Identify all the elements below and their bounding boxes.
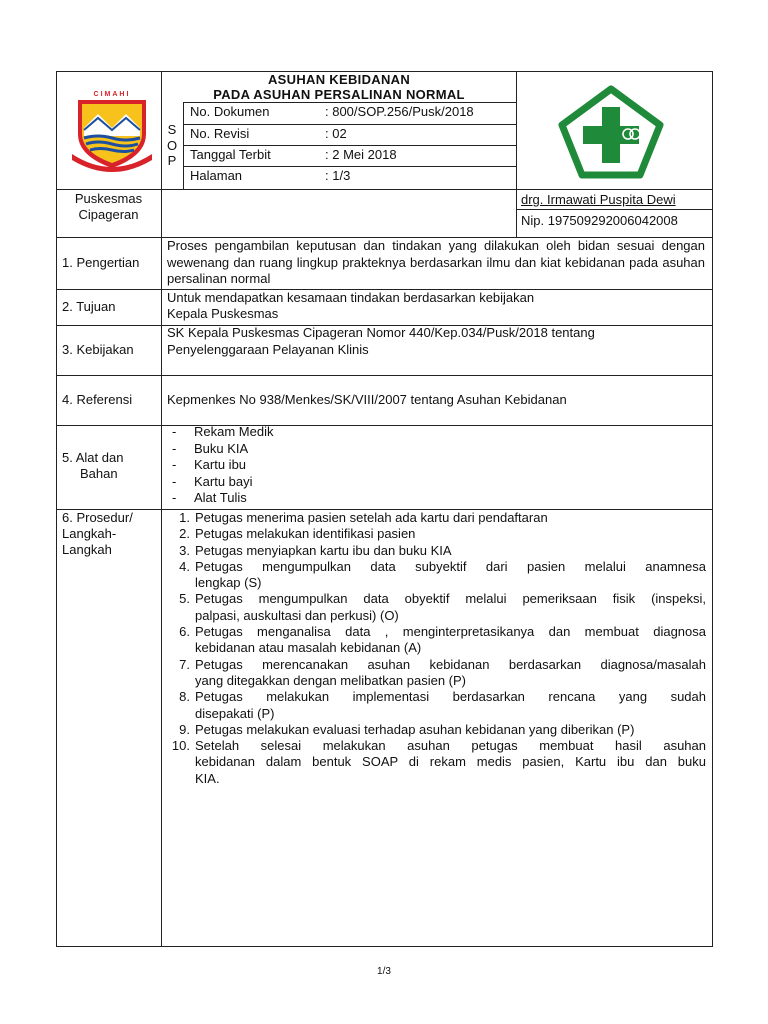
puskesmas-name — [56, 191, 161, 223]
sop-letter-s: S — [167, 122, 177, 137]
meta-label-no-revisi: No. Revisi — [190, 126, 250, 141]
meta-value-halaman: : 1/3 — [325, 168, 351, 183]
puskesmas-name-line1: Puskesmas — [74, 191, 143, 206]
pengertian-label: 1. Pengertian — [62, 255, 140, 270]
procedure-step-line: Petugas mengumpulkan data subyektif dari pasien melalui anamnesa — [195, 558, 706, 574]
document-title-line1: ASUHAN KEBIDANAN — [267, 72, 411, 87]
meta-label-tanggal-terbit: Tanggal Terbit — [190, 147, 271, 162]
procedure-step — [162, 689, 706, 722]
prosedur-label-line3: Langkah — [62, 542, 112, 557]
procedure-step-line: Setelah selesai melakukan asuhan petugas membuat hasil asuhan — [195, 738, 706, 754]
tujuan-text-line2: Kepala Puskesmas — [167, 306, 279, 321]
procedure-step-line: Petugas menyiapkan kartu ibu dan buku KIA — [195, 542, 452, 558]
procedure-step-line: kebidanan atau masalah kebidanan (A) — [195, 640, 422, 656]
page-number: 1/3 — [377, 966, 391, 977]
referensi-label: 4. Referensi — [62, 392, 133, 407]
meta-value-no-revisi: : 02 — [325, 126, 347, 141]
procedure-step — [162, 657, 706, 690]
pengertian-text: Proses pengambilan keputusan dan tindakan yang dilakukan oleh bidan sesuai dengan wewenang dan ruang lingkup prakteknya berdasarkan ilmu dan kiat kebidanan pada asuhan persalinan normal — [167, 238, 705, 286]
procedure-step-line: Petugas merencanakan asuhan kebidanan berdasarkan diagnosa/masalah — [195, 656, 706, 672]
procedure-step — [162, 722, 706, 738]
procedure-step-line: Petugas melakukan identifikasi pasien — [195, 526, 416, 542]
kebijakan-label: 3. Kebijakan — [62, 342, 134, 357]
procedure-step-number: 10. — [171, 738, 190, 754]
procedure-step — [162, 543, 706, 559]
procedure-step-line: palpasi, auskultasi dan perkusi) (O) — [195, 607, 399, 623]
procedure-step-number: 7. — [179, 656, 190, 672]
document-title-line2: PADA ASUHAN PERSALINAN NORMAL — [213, 87, 465, 102]
prosedur-steps — [162, 510, 706, 787]
procedure-step-number: 4. — [179, 558, 190, 574]
meta-label-no-dokumen: No. Dokumen — [190, 104, 270, 119]
alat-label-line2: Bahan — [80, 466, 118, 481]
list-item: - Rekam Medik — [172, 424, 274, 439]
alat-list — [172, 424, 692, 507]
sop-letter-p: P — [167, 153, 177, 168]
kebijakan-text-line1: SK Kepala Puskesmas Cipageran Nomor 440/Kep.034/Pusk/2018 tentang — [167, 325, 595, 340]
puskesmas-logo — [552, 85, 670, 179]
sop-label — [165, 122, 179, 169]
procedure-step-line: kebidanan dalam bentuk SOAP di rekam medis pasien, Kartu ibu dan buku — [195, 754, 706, 770]
procedure-step — [162, 624, 706, 657]
procedure-step — [162, 559, 706, 592]
procedure-step-line: Petugas menganalisa data , menginterpretasikanya dan membuat diagnosa — [195, 624, 706, 640]
prosedur-label-line2: Langkah- — [62, 526, 117, 541]
list-item: - Buku KIA — [172, 440, 249, 456]
tujuan-label: 2. Tujuan — [62, 299, 116, 314]
cimahi-logo — [68, 84, 156, 178]
procedure-step — [162, 738, 706, 787]
list-item: - Alat Tulis — [172, 490, 247, 506]
meta-label-halaman: Halaman — [190, 168, 243, 183]
svg-text:CIMAHI: CIMAHI — [93, 91, 131, 98]
procedure-step-line: Petugas melakukan evaluasi terhadap asuhan kebidanan yang diberikan (P) — [195, 721, 635, 737]
procedure-step-line: Petugas melakukan implementasi berdasarkan rencana yang sudah — [195, 689, 706, 705]
procedure-step-line: Petugas menerima pasien setelah ada kartu dari pendaftaran — [195, 510, 548, 525]
procedure-step-line: Petugas mengumpulkan data obyektif melalui pemeriksaan fisik (inspeksi, — [195, 591, 706, 607]
procedure-step — [162, 510, 706, 526]
procedure-step-number: 8. — [179, 689, 190, 705]
list-item: - Kartu bayi — [172, 473, 253, 489]
procedure-step-number: 2. — [179, 526, 190, 542]
kebijakan-text-line2: Penyelenggaraan Pelayanan Klinis — [167, 342, 369, 357]
referensi-text: Kepmenkes No 938/Menkes/SK/VIII/2007 tentang Asuhan Kebidanan — [167, 392, 567, 407]
meta-value-no-dokumen: : 800/SOP.256/Pusk/2018 — [325, 104, 474, 119]
procedure-step-line: yang ditegakkan dengan melibatkan pasien (P) — [195, 672, 467, 688]
procedure-step — [162, 526, 706, 542]
procedure-step-number: 1. — [179, 510, 190, 525]
tujuan-text-line1: Untuk mendapatkan kesamaan tindakan berdasarkan kebijakan — [167, 290, 535, 305]
procedure-step-number: 6. — [179, 624, 190, 640]
puskesmas-name-line2: Cipageran — [78, 207, 139, 222]
alat-label-line1: 5. Alat dan — [62, 450, 124, 465]
signer-nip: Nip. 197509292006042008 — [521, 213, 678, 228]
signer-name: drg. Irmawati Puspita Dewi — [521, 192, 676, 207]
procedure-step-line: disepakati (P) — [195, 705, 275, 721]
meta-value-tanggal-terbit: : 2 Mei 2018 — [325, 147, 397, 162]
procedure-step-number: 3. — [179, 542, 190, 558]
procedure-step-number: 9. — [179, 721, 190, 737]
procedure-step — [162, 591, 706, 624]
procedure-step-line: KIA. — [195, 770, 220, 786]
procedure-step-number: 5. — [179, 591, 190, 607]
procedure-step-line: lengkap (S) — [195, 575, 262, 591]
sop-letter-o: O — [166, 137, 178, 153]
prosedur-label-line1: 6. Prosedur/ — [62, 510, 133, 525]
list-item: - Kartu ibu — [172, 457, 247, 473]
